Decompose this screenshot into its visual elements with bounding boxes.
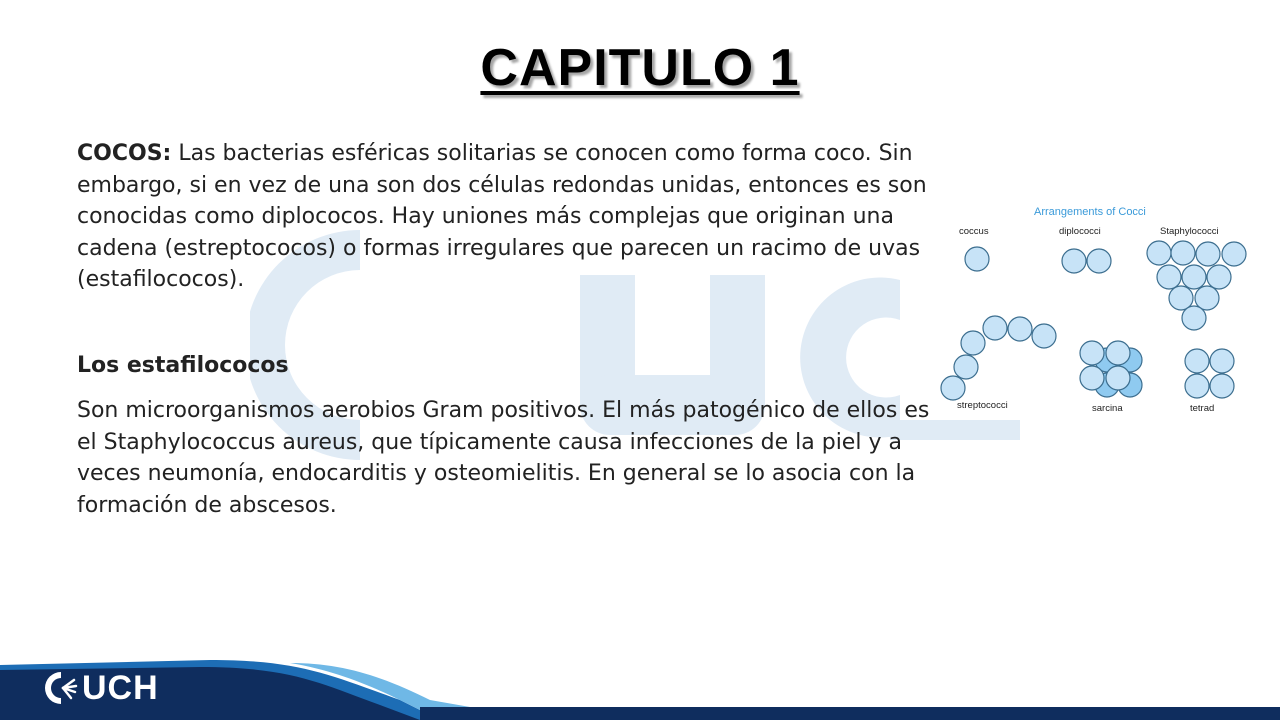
estafilococos-paragraph: Son microorganismos aerobios Gram positivos. El más patogénico de ellos es el Staphylococcus aureus, que típicamente causa infecciones de la piel y a veces neumonía, endocarditis y osteomielitis. En general se lo asocia con la formación de abscesos. [77,398,930,518]
slide-title: CAPITULO 1 [480,39,800,97]
staphylococcus-cell [1207,265,1231,289]
cocci-arrangements-figure [932,200,1219,425]
sarcina-cell [1106,366,1130,390]
diplococcus-cell [1087,249,1111,273]
label-sarcina: sarcina [1092,403,1123,414]
label-tetrad: tetrad [1190,403,1215,414]
figure-title: Arrangements of Cocci [1034,206,1146,218]
streptococcus-cell [961,331,985,355]
cocos-paragraph [77,138,937,296]
label-diplococci: diplococci [1059,226,1101,237]
estafilococos-heading: Los estafilococos [77,352,289,378]
streptococcus-cell [1008,317,1032,341]
tetrad-cell [1185,374,1209,398]
tetrad-cell [1185,349,1209,373]
cocos-text: Las bacterias esféricas solitarias se conocen como forma coco. Sin embargo, si en vez de una son dos células redondas unidas, entonces es son conocidas como diplococos. Hay uniones más complejas que originan una cadena (estreptococos) o formas irregulares que parecen un racimo de uvas (estafilococos). [77,141,927,292]
staphylococcus-cell [1222,242,1246,266]
sarcina-cell [1080,341,1104,365]
streptococcus-cell [954,355,978,379]
coccus-cell [965,247,989,271]
streptococcus-cell [1032,324,1056,348]
uch-logo-icon [44,670,78,706]
footer-logo-text: UCH [82,668,159,707]
cocci-drawing [932,200,1272,425]
staphylococcus-cell [1147,241,1171,265]
staphylococcus-cell [1171,241,1195,265]
tetrad-cell [1210,349,1234,373]
streptococcus-cell [983,316,1007,340]
label-staphylococci: Staphylococci [1160,226,1219,237]
tetrad-cell [1210,374,1234,398]
footer-band [0,655,1280,720]
staphylococcus-cell [1182,265,1206,289]
footer-logo [44,668,159,708]
label-streptococci: streptococci [957,400,1008,411]
diplococcus-cell [1062,249,1086,273]
cocos-lead: COCOS: [77,141,172,166]
sarcina-cell [1106,341,1130,365]
staphylococcus-cell [1196,242,1220,266]
label-coccus: coccus [959,226,989,237]
slide-body [77,138,937,521]
streptococcus-cell [941,376,965,400]
sarcina-cell [1080,366,1104,390]
staphylococcus-cell [1182,306,1206,330]
staphylococcus-cell [1157,265,1181,289]
